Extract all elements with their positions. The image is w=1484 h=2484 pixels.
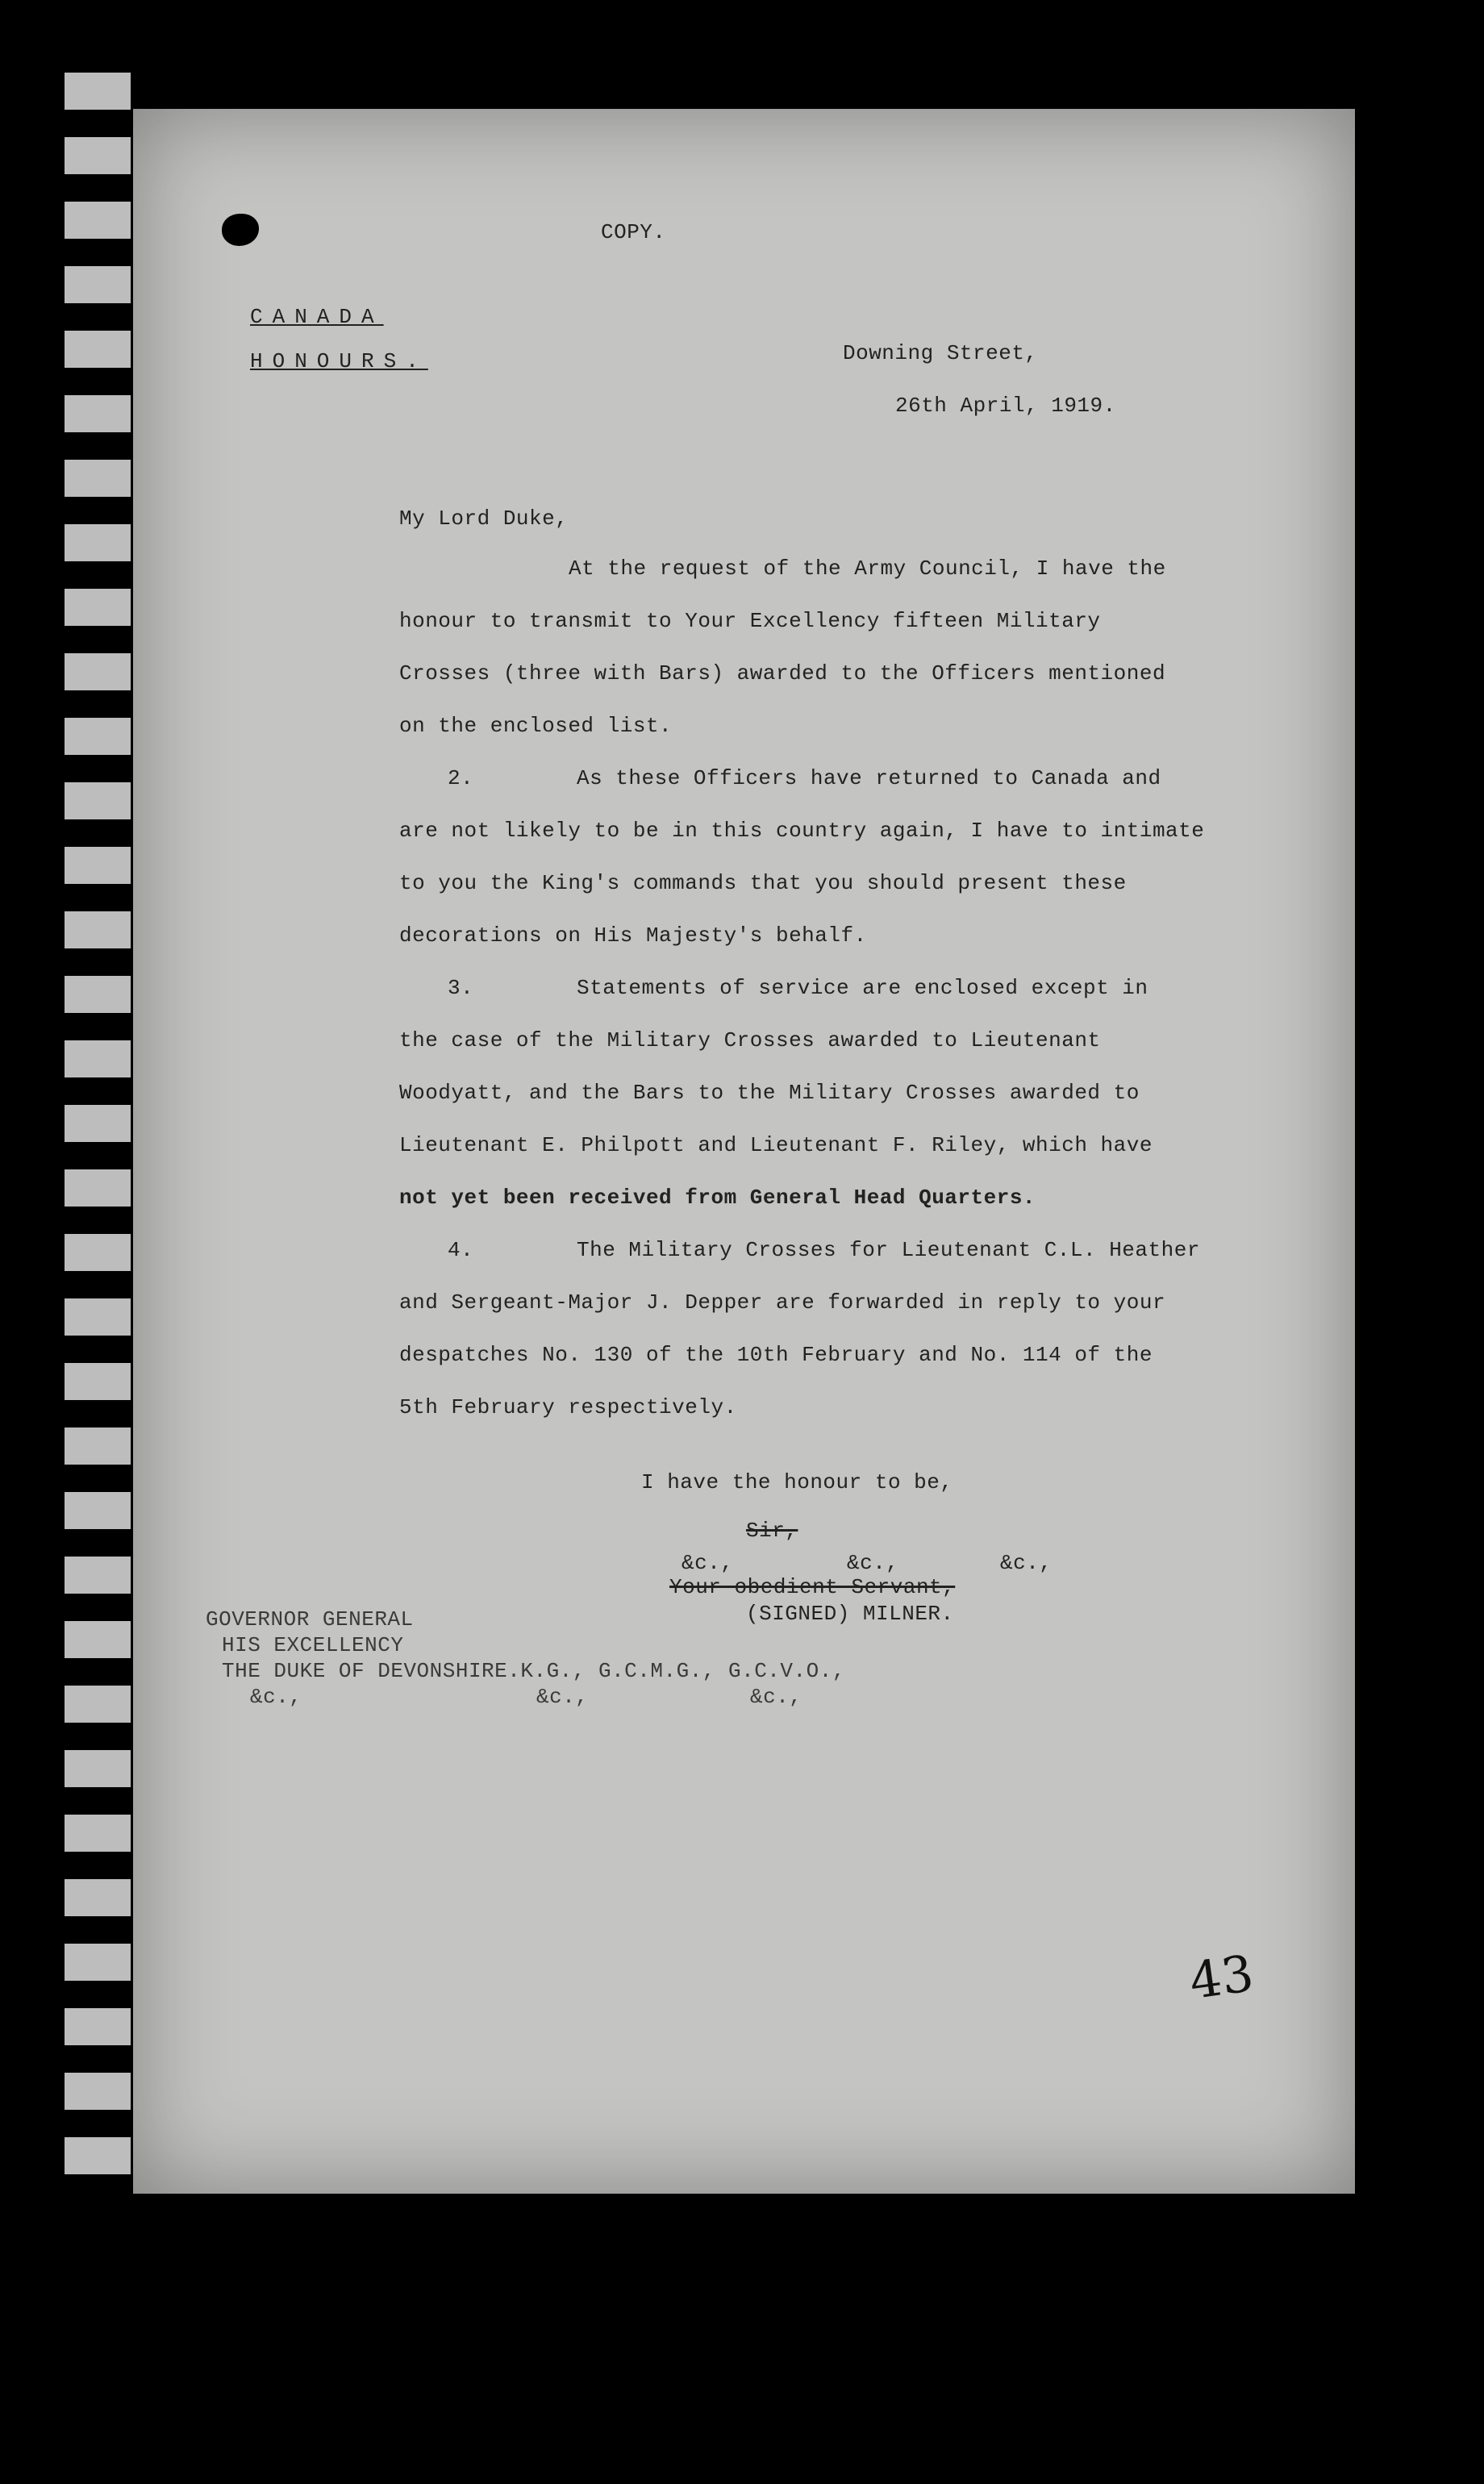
film-frame [65,1427,131,1465]
signature: (SIGNED) MILNER. [746,1602,954,1626]
film-frame [65,911,131,948]
film-frame [65,1492,131,1529]
folio-number: 43 [1186,1943,1257,2011]
addressee-etc: &c., [250,1685,302,1709]
ink-blot [222,214,259,246]
addressee-etc: &c., [750,1685,802,1709]
film-frame [65,1040,131,1077]
film-frame [65,1686,131,1723]
film-frame [65,395,131,432]
film-frame [65,1944,131,1981]
addressee-line: HIS EXCELLENCY [222,1633,404,1657]
salutation: My Lord Duke, [399,506,569,531]
paragraph4-line: 5th February respectively. [399,1395,737,1419]
paragraph3-line: Statements of service are enclosed except in [577,976,1148,1000]
paragraph2-line: are not likely to be in this country again, I have to intimate [399,819,1205,843]
film-frame [65,1105,131,1142]
struck-servant: Your obedient Servant, [669,1575,956,1599]
film-frame [65,73,131,110]
letter-date: 26th April, 1919. [895,394,1116,418]
film-frame [65,589,131,626]
film-frame [65,266,131,303]
paragraph2-number: 2. [448,766,474,790]
paragraph1-line: honour to transmit to Your Excellency fifteen Military [399,609,1101,633]
film-frame [65,1557,131,1594]
paragraph4-line: The Military Crosses for Lieutenant C.L. Heather [577,1238,1200,1262]
film-frame [65,2008,131,2045]
closing-etc: &c., [847,1551,899,1575]
film-frame [65,137,131,174]
heading-canada: CANADA [250,305,384,329]
paragraph3-line: Woodyatt, and the Bars to the Military Crosses awarded to [399,1081,1140,1105]
struck-salutation: Sir, [746,1519,798,1543]
film-frame [65,1234,131,1271]
film-frame [65,460,131,497]
sender-address: Downing Street, [843,341,1038,365]
paragraph2-line: decorations on His Majesty's behalf. [399,923,867,948]
film-frame [65,1169,131,1207]
film-frame [65,1750,131,1787]
paragraph1-line: At the request of the Army Council, I have the [569,556,1166,581]
film-edge-strip [65,73,137,2186]
film-frame [65,847,131,884]
film-frame [65,782,131,819]
paragraph3-number: 3. [448,976,474,1000]
paragraph3-line: not yet been received from General Head Quarters. [399,1186,1036,1210]
paragraph3-line: Lieutenant E. Philpott and Lieutenant F. Riley, which have [399,1133,1153,1157]
heading-honours: HONOURS. [250,349,428,373]
film-frame [65,976,131,1013]
paragraph3-line: the case of the Military Crosses awarded to Lieutenant [399,1028,1101,1052]
paragraph4-line: despatches No. 130 of the 10th February and No. 114 of the [399,1343,1153,1367]
paragraph4-line: and Sergeant-Major J. Depper are forwarded in reply to your [399,1290,1166,1315]
addressee-line: THE DUKE OF DEVONSHIRE.K.G., G.C.M.G., G.C.V.O., [222,1659,845,1683]
paragraph1-line: Crosses (three with Bars) awarded to the Officers mentioned [399,661,1166,686]
film-frame [65,653,131,690]
film-frame [65,1621,131,1658]
film-frame [65,2137,131,2174]
film-frame [65,1298,131,1336]
closing-line: I have the honour to be, [641,1470,953,1494]
film-frame [65,1879,131,1916]
film-frame [65,331,131,368]
closing-etc: &c., [682,1551,734,1575]
paragraph2-line: As these Officers have returned to Canada and [577,766,1161,790]
paragraph2-line: to you the King's commands that you should present these [399,871,1127,895]
closing-etc: &c., [1000,1551,1053,1575]
film-frame [65,1815,131,1852]
film-frame [65,2073,131,2110]
film-frame [65,524,131,561]
document-sheet [133,109,1355,2194]
paragraph4-number: 4. [448,1238,474,1262]
addressee-line: GOVERNOR GENERAL [206,1607,414,1632]
copy-label: COPY. [601,220,666,244]
paragraph1-line: on the enclosed list. [399,714,673,738]
film-frame [65,202,131,239]
film-frame [65,718,131,755]
film-frame [65,1363,131,1400]
addressee-etc: &c., [536,1685,589,1709]
